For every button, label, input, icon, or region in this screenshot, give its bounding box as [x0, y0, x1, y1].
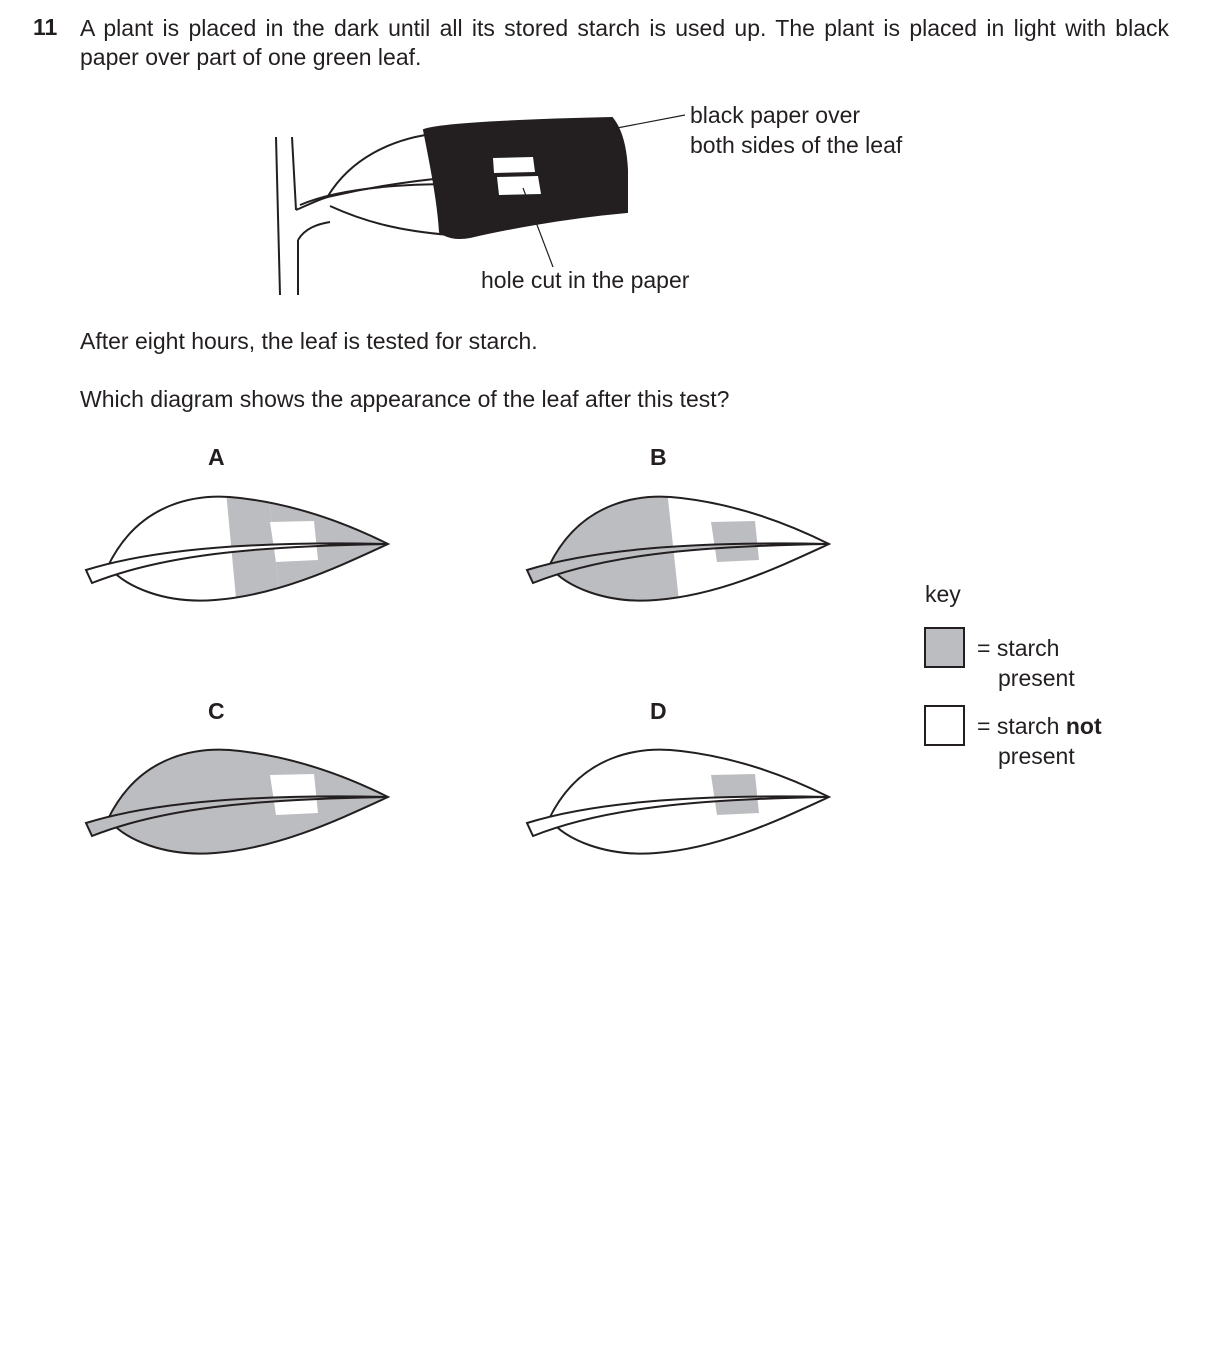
key-starch-swatch — [925, 628, 964, 667]
hole-region — [270, 774, 318, 815]
option-letter: A — [208, 444, 225, 470]
setup-diagram — [276, 102, 903, 295]
key-title: key — [925, 581, 961, 607]
paper-label-line1: black paper over — [690, 102, 861, 128]
hole-region — [270, 521, 318, 562]
key-starch-not-bold: not — [1065, 713, 1102, 739]
key — [925, 581, 1102, 769]
option-letter: B — [650, 444, 667, 470]
question-number: 11 — [33, 14, 58, 40]
question-prompt: Which diagram shows the appearance of the leaf after this test? — [80, 386, 730, 412]
paper-label-line2: both sides of the leaf — [690, 132, 903, 158]
key-no-starch-swatch — [925, 706, 964, 745]
option-d[interactable] — [527, 698, 829, 854]
after-text: After eight hours, the leaf is tested for starch. — [80, 328, 538, 354]
question-stem: A plant is placed in the dark until all its stored starch is used up. The plant is placed in light with black paper over part of one green leaf. — [80, 15, 1169, 70]
hole-region — [711, 521, 759, 562]
key-starch-not-line1 — [977, 713, 1102, 739]
key-starch-present-line2: present — [998, 665, 1075, 691]
option-letter: D — [650, 698, 667, 724]
hole-region — [711, 774, 759, 815]
option-c[interactable] — [80, 698, 410, 870]
hole-label: hole cut in the paper — [481, 267, 690, 293]
paper-label-leader — [617, 115, 685, 128]
plant-stem — [276, 137, 455, 295]
option-b[interactable] — [520, 444, 829, 620]
leaf-midrib — [527, 796, 829, 836]
option-letter: C — [208, 698, 225, 724]
option-a[interactable] — [86, 444, 400, 620]
key-starch-not-line2: present — [998, 743, 1075, 769]
key-starch-not-prefix: = starch — [977, 713, 1066, 739]
key-starch-present-line1: = starch — [977, 635, 1060, 661]
